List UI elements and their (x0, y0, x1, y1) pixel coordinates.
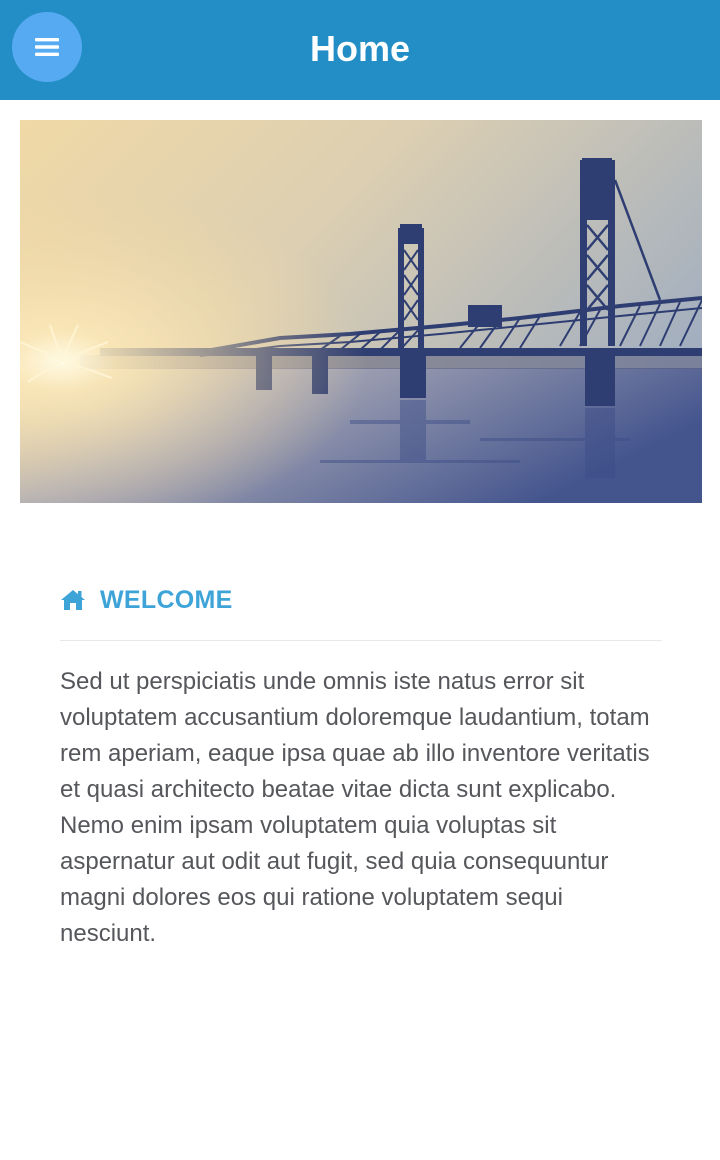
home-icon (60, 589, 86, 611)
hero-image (20, 120, 702, 503)
page-title: Home (309, 28, 411, 69)
welcome-body-text: Sed ut perspiciatis unde omnis iste natus error sit voluptatem accusantium doloremque laudantium, totam rem aperiam, eaque ipsa quae ab illo inventore veritatis et quasi architecto beatae vitae dicta sunt explicabo. Nemo enim ipsam voluptatem quia voluptas sit aspernatur aut odit aut fugit, sed quia consequuntur magni dolores eos qui ratione voluptatem sequi nesciunt. (60, 668, 650, 947)
section-divider (60, 640, 662, 641)
app-header (0, 0, 720, 100)
welcome-title: WELCOME (100, 585, 233, 614)
welcome-header (60, 582, 233, 618)
